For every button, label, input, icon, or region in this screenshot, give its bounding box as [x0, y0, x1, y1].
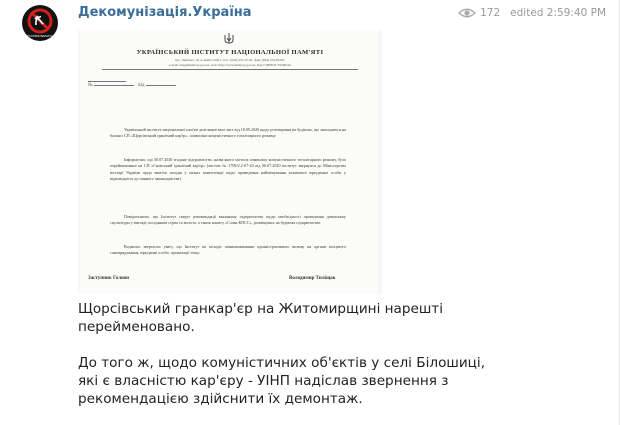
- doc-signer-name: Володимир Тиліщак: [289, 276, 336, 281]
- doc-ref-no: №: [88, 83, 93, 88]
- doc-body: [80, 30, 378, 294]
- caption-line: які є власністю кар'єру - УІНП надіслав звернення з: [78, 373, 449, 389]
- doc-paragraph: Водночас звертаємо увагу, що Інститут не володіє повноваженнями адміністративного впливу на органи місцевого самоврядування, юридичні особи, організації тощо.: [110, 244, 346, 256]
- channel-name[interactable]: Декомунізація.Україна: [78, 5, 252, 20]
- message-text: [78, 300, 486, 408]
- eye-icon: [458, 7, 476, 19]
- message-header: [78, 3, 606, 25]
- doc-paragraph: Український інститут національної пам'яті розглянув ваш лист від 18.09.2020 щодо розміщення на будівлях, що знаходяться на балансі СП «Щорсівський гранітний кар'єр», символіки комуністичного тоталітарного режиму.: [110, 127, 346, 139]
- doc-ref-on: від: [138, 83, 145, 88]
- doc-address-line2: e-mail: uinp@memory.gov.ua, web: http://www.memory.gov.ua, Код ЄДРПОУ 39309101: [168, 63, 292, 67]
- views-count: 172: [480, 7, 501, 19]
- channel-avatar[interactable]: [22, 5, 58, 41]
- message-photo[interactable]: [78, 30, 382, 294]
- doc-institution: УКРАЇНСЬКИЙ ІНСТИТУТ НАЦІОНАЛЬНОЇ ПАМ'ЯТІ: [136, 49, 324, 56]
- avatar-subtitle: DECOMMUNIZATION: [24, 34, 56, 38]
- document-scan: [80, 30, 378, 294]
- caption-line: Щорсівський гранкар'єр на Житомирщині нарешті: [78, 301, 444, 317]
- doc-signer-title: Заступник Голови: [88, 276, 129, 281]
- edited-timestamp: edited 2:59:40 PM: [510, 7, 606, 19]
- doc-paragraph: Інформуємо, що 30.07.2020 згадане підприємство, назва якого містила символіку комуністичного тоталітарного режиму, було перейменовано на СП «Сновський гранітний кар'єр» (листом № 1709/2.2-07-20 від 06.07.2020 інститут звернувся до Міністерства юстиції України щодо вжиття заходів у межах компетенції щодо приведення найменування зазначеної юридичної особи у відповідність до чинного законодавства).: [110, 157, 346, 181]
- doc-paragraph: Повідомляємо, що Інститут скерує рекомендації вказаному підприємству щодо необхідності проведення демонтажу скульптури у вигляді посадників серпа та молота, а також напису «Слава КПСС», розміщених на будівлях підприємства.: [110, 214, 346, 226]
- doc-address-line1: вул. Липська, 16, м. Київ, 01021, тел.: (044) 253-15-63, факс (044) 254-05-85,: [175, 58, 285, 62]
- caption-line: рекомендацією здійснити їх демонтаж.: [78, 391, 363, 407]
- caption-line: До того ж, щодо комуністичних об'єктів у селі Білошиці,: [78, 355, 486, 371]
- caption-line: перейменовано.: [78, 319, 195, 335]
- message-meta: [458, 7, 606, 19]
- caption-line-blank: [78, 336, 408, 354]
